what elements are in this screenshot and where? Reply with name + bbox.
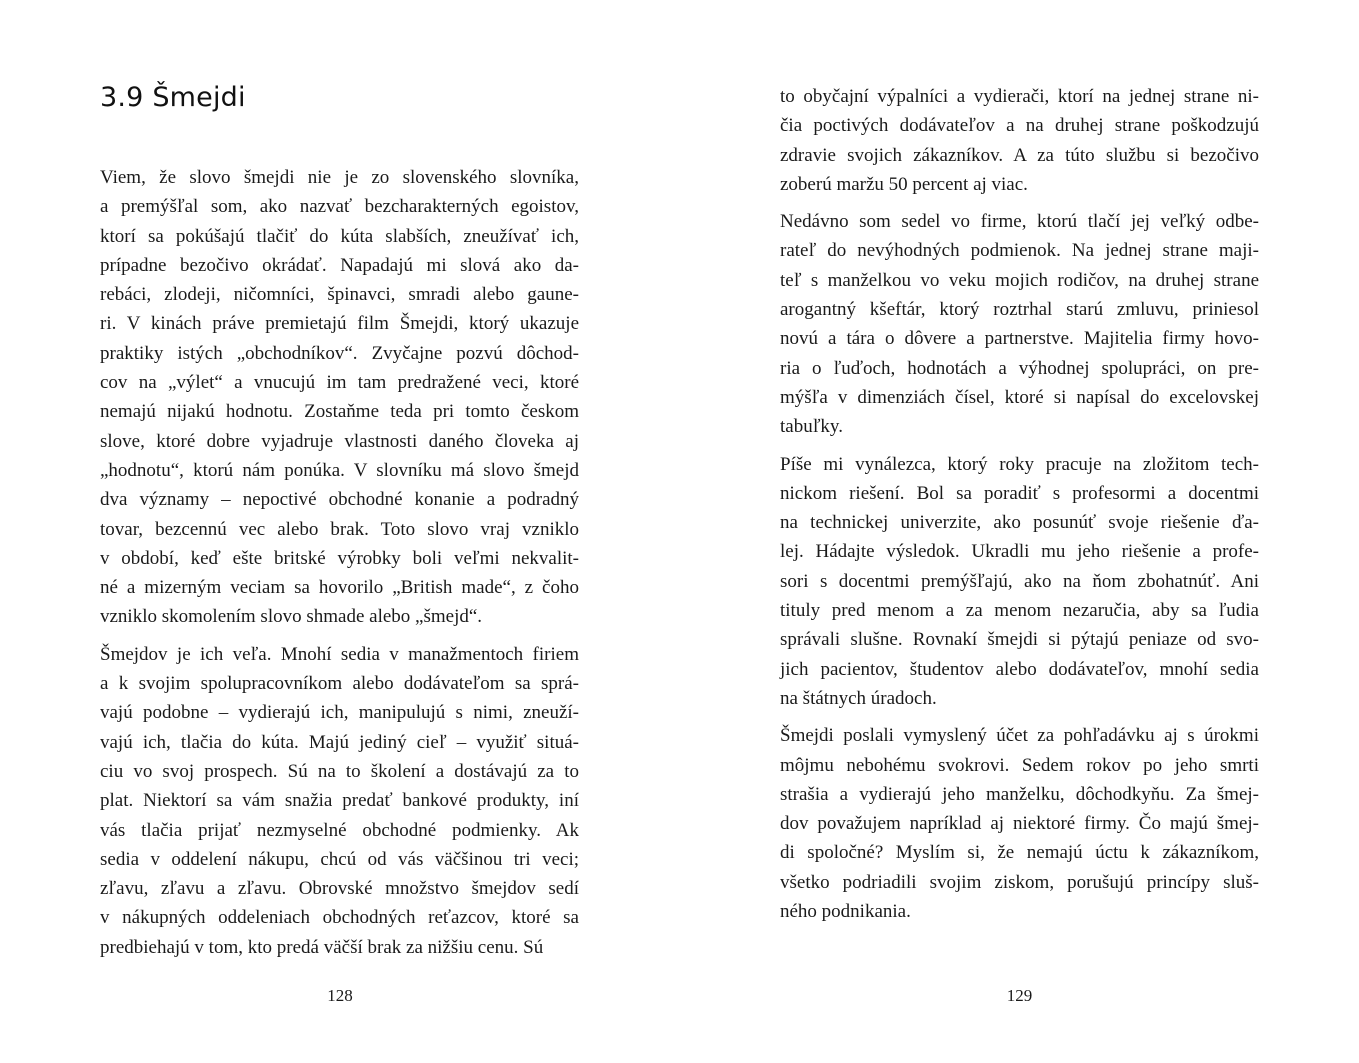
- chapter-heading: 3.9 Šmejdi: [100, 82, 246, 113]
- text-line: Píše mi vynálezca, ktorý roky pracuje na zložitom tech-: [780, 453, 1259, 475]
- paragraph: [780, 82, 1259, 199]
- text-line: né a mizerným veciam sa hovorilo „British made“, z čoho: [100, 577, 579, 599]
- page-number: 128: [327, 986, 353, 1005]
- text-line: prípadne bezočivo okrádať. Napadajú mi slová ako da-: [100, 254, 579, 276]
- text-line: všetko podriadili svojim ziskom, porušujú princípy sluš-: [780, 871, 1259, 893]
- text-line: Šmejdi poslali vymyslený účet za pohľadávku aj s úrokmi: [780, 725, 1259, 747]
- text-line: zľavu, zľavu a zľavu. Obrovské množstvo šmejdov sedí: [100, 878, 579, 900]
- text-line: „hodnotu“, ktorú nám ponúka. V slovníku má slovo šmejd: [100, 459, 579, 481]
- text-line: praktiky istých „obchodníkov“. Zvyčajne pozvú dôchod-: [100, 342, 579, 364]
- text-line: mýšľa v dimenziách čísel, ktoré si napísal do excelovskej: [780, 386, 1259, 408]
- text-line: tituly pred menom a za menom nezaručia, aby sa ľudia: [780, 600, 1259, 622]
- text-line: lej. Hádajte výsledok. Ukradli mu jeho riešenie a profe-: [780, 541, 1259, 563]
- text-line: ného podnikania.: [780, 901, 911, 923]
- text-line: strašia a vydierajú jeho manželku, dôchodkyňu. Za šmej-: [780, 783, 1259, 805]
- text-line: arogantný kšeftár, ktorý roztrhal starú zmluvu, priniesol: [780, 299, 1259, 321]
- text-line: zoberú maržu 50 percent aj viac.: [780, 173, 1028, 195]
- text-line: Viem, že slovo šmejdi nie je zo slovenského slovníka,: [100, 167, 579, 188]
- text-line: rebáci, zlodeji, ničomníci, špinavci, smradi alebo gaune-: [100, 284, 579, 306]
- text-line: zdravie svojich zákazníkov. A za túto službu si bezočivo: [780, 144, 1259, 166]
- text-line: to obyčajní výpalníci a vydierači, ktorí na jednej strane ni-: [780, 86, 1259, 107]
- text-line: dva významy – nepoctivé obchodné konanie a podradný: [100, 489, 579, 511]
- text-line: tovar, bezcennú vec alebo brak. Toto slovo vraj vzniklo: [100, 518, 579, 540]
- text-line: môjmu nebohému svokrovi. Sedem rokov po jeho smrti: [780, 754, 1259, 776]
- text-line: na štátnych úradoch.: [780, 687, 937, 709]
- text-line: novú a tára o dôvere a partnerstve. Majitelia firmy hovo-: [780, 328, 1259, 350]
- paragraph: [780, 207, 1259, 441]
- text-line: slove, ktoré dobre vyjadruje vlastnosti daného človeka aj: [100, 430, 579, 452]
- text-line: a k svojim spolupracovníkom alebo dodávateľom sa sprá-: [100, 673, 579, 695]
- paragraph: [100, 163, 579, 632]
- text-line: Šmejdov je ich veľa. Mnohí sedia v manažmentoch firiem: [100, 643, 579, 665]
- text-line: di spoločné? Myslím si, že nemajú úctu k zákazníkom,: [780, 842, 1259, 864]
- text-line: nickom riešení. Bol sa poradiť s profesormi a docentmi: [780, 482, 1259, 504]
- text-line: jich pacientov, študentov alebo dodávateľov, mnohí sedia: [780, 658, 1259, 680]
- text-line: dov považujem napríklad aj niektoré firmy. Čo majú šmej-: [780, 813, 1259, 835]
- text-line: cov na „výlet“ a vnucujú im tam predražené veci, ktoré: [100, 372, 579, 394]
- paragraph: [100, 640, 579, 962]
- text-line: vajú podobne – vydierajú ich, manipulujú s nimi, zneuží-: [100, 702, 579, 724]
- text-line: čia poctivých dodávateľov a na druhej strane poškodzujú: [780, 115, 1259, 137]
- text-line: predbiehajú v tom, kto predá väčší brak za nižšiu cenu. Sú: [100, 936, 544, 958]
- text-line: ria o ľuďoch, hodnotách a výhodnej spolupráci, on pre-: [780, 357, 1259, 379]
- text-line: ri. V kinách práve premietajú film Šmejdi, ktorý ukazuje: [100, 313, 579, 335]
- paragraph: [780, 450, 1259, 714]
- page-number: 129: [1006, 986, 1033, 1005]
- text-line: ktorí sa pokúšajú tlačiť do kúta slabších, zneužívať ich,: [100, 225, 579, 247]
- text-line: ciu vo svoj prospech. Sú na to školení a dostávajú za to: [100, 760, 579, 782]
- right-text-column: [780, 82, 1259, 934]
- text-line: tabuľky.: [780, 416, 843, 438]
- right-page: [680, 0, 1359, 1063]
- text-line: vás tlačia prijať nezmyselné obchodné podmienky. Ak: [100, 819, 579, 841]
- text-line: správali slušne. Rovnakí šmejdi si pýtajú peniaze od svo-: [780, 629, 1259, 651]
- left-text-column: [100, 163, 579, 970]
- text-line: vzniklo skomolením slovo shmade alebo „šmejd“.: [100, 606, 483, 628]
- text-line: na technickej univerzite, ako posunúť svoje riešenie ďa-: [780, 512, 1259, 534]
- text-line: rateľ do nevýhodných podmienok. Na jednej strane maji-: [780, 240, 1259, 262]
- text-line: plat. Niektorí sa vám snažia predať bankové produkty, iní: [100, 790, 579, 812]
- paragraph: [780, 721, 1259, 926]
- text-line: a premýšľal som, ako nazvať bezcharakterných egoistov,: [100, 196, 579, 218]
- text-line: sori s docentmi premýšľajú, ako na ňom zbohatnúť. Ani: [780, 570, 1259, 592]
- text-line: sedia v oddelení nákupu, chcú od vás väčšinou tri veci;: [100, 848, 579, 870]
- text-line: v období, keď ešte britské výrobky boli veľmi nekvalit-: [100, 547, 579, 569]
- text-line: v nákupných oddeleniach obchodných reťazcov, ktoré sa: [100, 907, 579, 929]
- text-line: nemajú nijakú hodnotu. Zostaňme teda pri tomto českom: [100, 401, 579, 423]
- text-line: Nedávno som sedel vo firme, ktorú tlačí jej veľký odbe-: [780, 211, 1259, 233]
- text-line: teľ s manželkou vo veku mojich rodičov, na druhej strane: [780, 269, 1259, 291]
- text-line: vajú ich, tlačia do kúta. Majú jediný cieľ – využiť situá-: [100, 731, 579, 753]
